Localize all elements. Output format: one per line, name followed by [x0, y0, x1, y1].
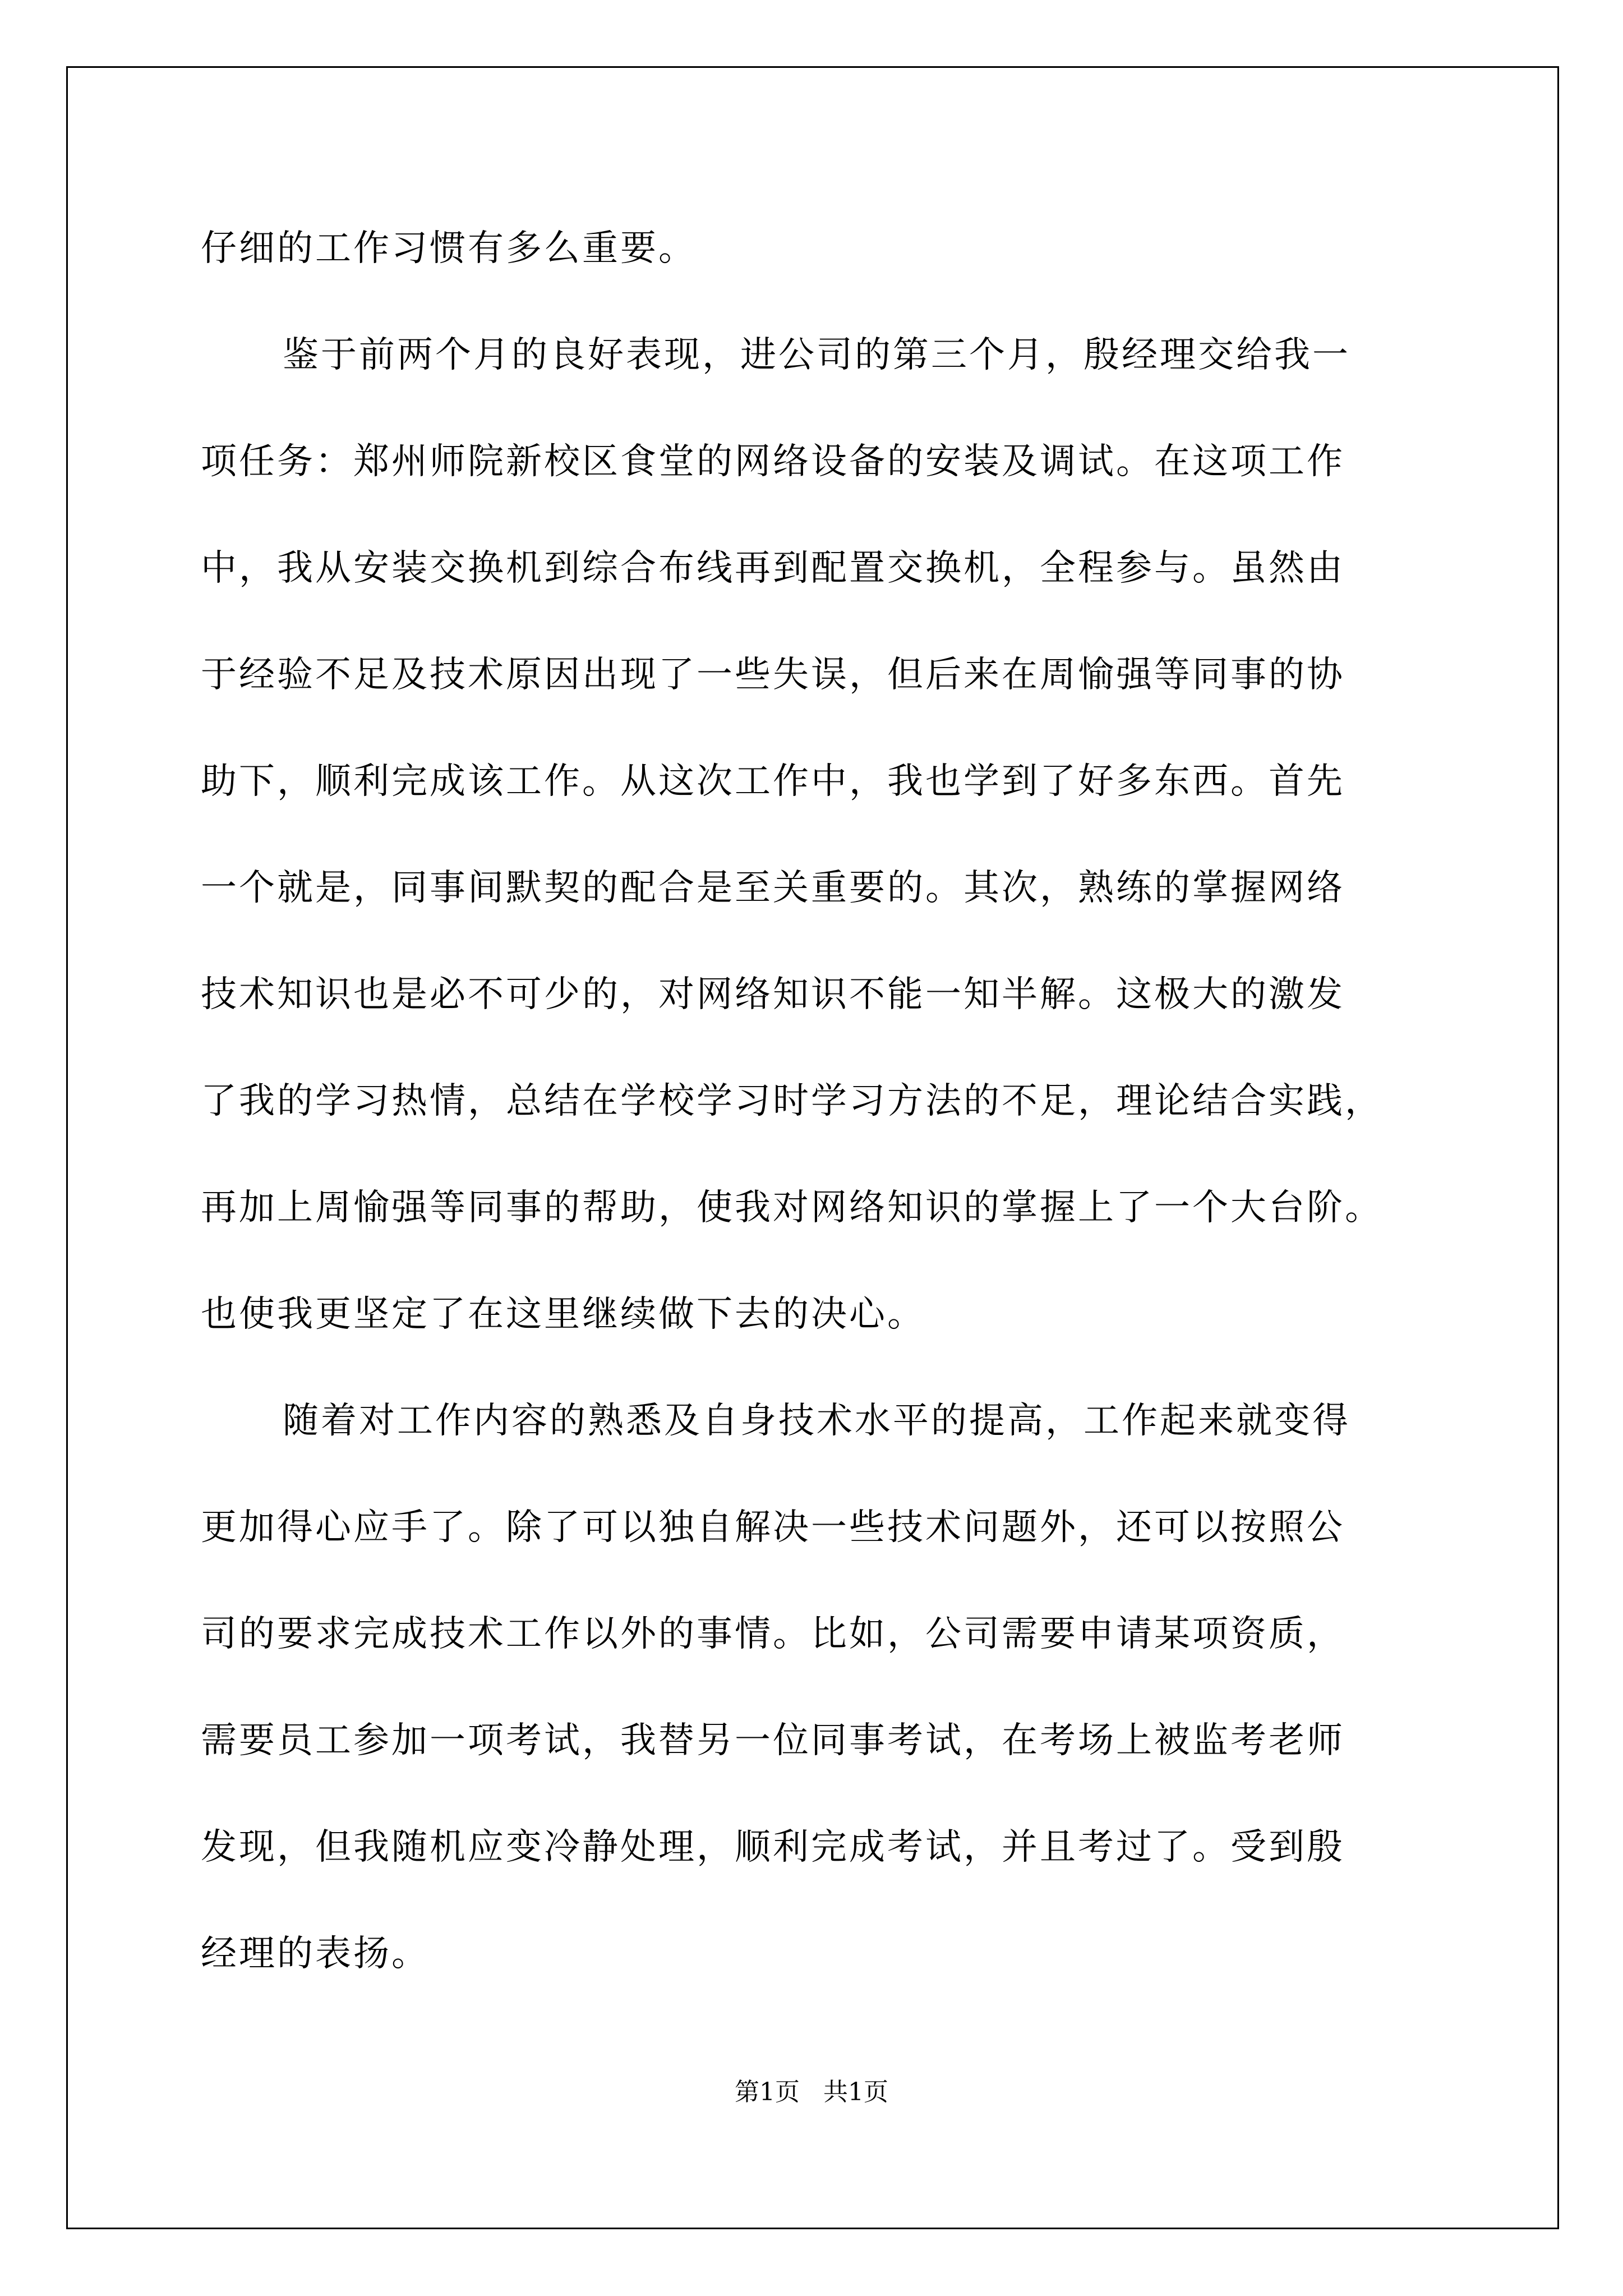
- text-line: 技术知识也是必不可少的，对网络知识不能一知半解。这极大的激发: [201, 974, 1345, 1015]
- text-line: 中，我从安装交换机到综合布线再到配置交换机，全程参与。虽然由: [201, 547, 1345, 589]
- text-line: 仔细的工作习惯有多么重要。: [201, 228, 697, 269]
- page-number-footer: 第1页 共1页: [735, 2078, 888, 2106]
- text-line: 再加上周愉强等同事的帮助，使我对网络知识的掌握上了一个大台阶。: [201, 1187, 1383, 1228]
- text-line: 一个就是，同事间默契的配合是至关重要的。其次，熟练的掌握网络: [201, 867, 1345, 909]
- document-body: [201, 195, 1429, 2007]
- text-line: 需要员工参加一项考试，我替另一位同事考试，在考场上被监考老师: [201, 1720, 1345, 1761]
- text-line: 于经验不足及技术原因出现了一些失误，但后来在周愉强等同事的协: [201, 654, 1345, 696]
- text-line: 了我的学习热情，总结在学校学习时学习方法的不足，理论结合实践，: [201, 1080, 1383, 1122]
- text-line: 发现，但我随机应变冷静处理，顺利完成考试，并且考过了。受到殷: [201, 1826, 1345, 1868]
- text-line: 也使我更坚定了在这里继续做下去的决心。: [201, 1294, 925, 1335]
- text-line: 鉴于前两个月的良好表现，进公司的第三个月，殷经理交给我一: [283, 334, 1350, 376]
- text-line: 助下，顺利完成该工作。从这次工作中，我也学到了好多东西。首先: [201, 761, 1345, 802]
- text-line: 司的要求完成技术工作以外的事情。比如，公司需要申请某项资质，: [201, 1613, 1345, 1655]
- text-line: 更加得心应手了。除了可以独自解决一些技术问题外，还可以按照公: [201, 1507, 1345, 1548]
- text-line: 项任务：郑州师院新校区食堂的网络设备的安装及调试。在这项工作: [201, 441, 1345, 482]
- text-line: 随着对工作内容的熟悉及自身技术水平的提高，工作起来就变得: [283, 1400, 1350, 1442]
- text-line: 经理的表扬。: [201, 1933, 430, 1975]
